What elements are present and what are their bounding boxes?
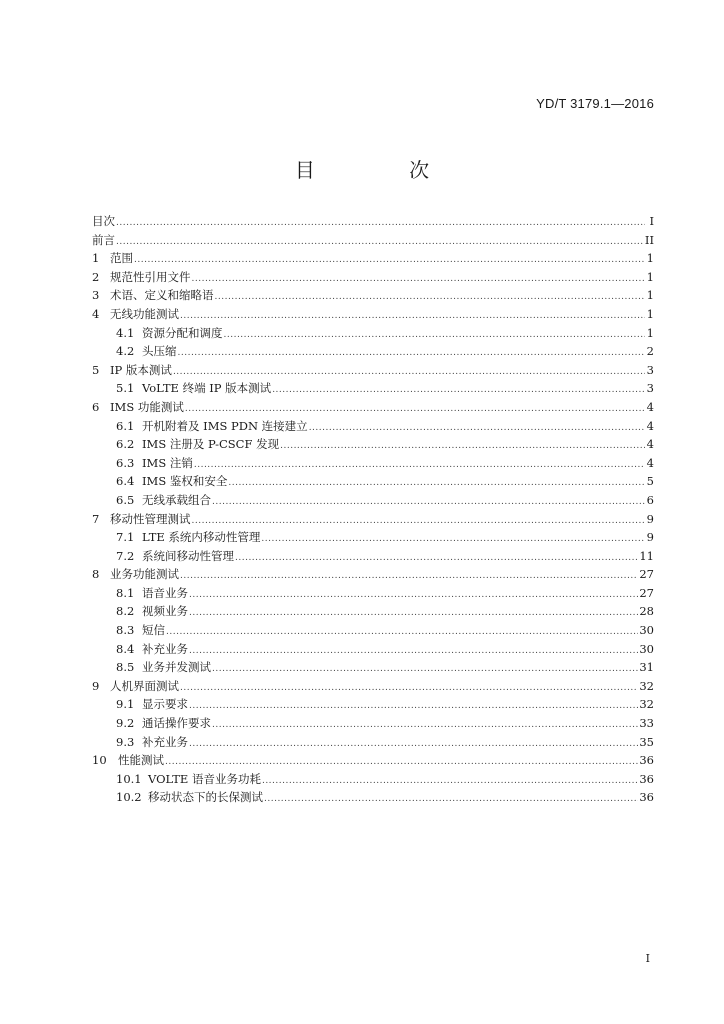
toc-leader-dots (235, 549, 638, 568)
toc-entry-page: 32 (639, 697, 654, 712)
toc-entry[interactable] (92, 621, 654, 640)
toc-entry-number: 4 (92, 306, 100, 321)
toc-entry-page: 36 (639, 753, 654, 768)
toc-entry-page: 4 (646, 399, 654, 414)
toc-entry-page: 1 (646, 325, 654, 340)
toc-entry-title: 业务功能测试 (110, 567, 179, 582)
toc-entry-page: 4 (646, 455, 654, 470)
toc-entry-title: IP 版本测试 (110, 362, 172, 377)
toc-entry-page: 6 (646, 492, 654, 507)
toc-entry-title: 业务并发测试 (142, 660, 211, 675)
toc-entry-title: IMS 注销 (142, 455, 193, 470)
toc-entry-number: 1 (92, 251, 100, 266)
toc-entry-title: 无线承载组合 (142, 492, 211, 507)
toc-entry-page: 4 (646, 418, 654, 433)
toc-entry-title: IMS 鉴权和安全 (142, 474, 228, 489)
toc-entry-number: 7.1 (116, 530, 135, 545)
toc-entry-page: II (644, 232, 654, 247)
toc-entry-page: 1 (646, 269, 654, 284)
toc-entry-title: VoLTE 终端 IP 版本测试 (142, 381, 272, 396)
toc-entry-title: IMS 注册及 P-CSCF 发现 (142, 437, 280, 452)
toc-entry-title: 人机界面测试 (110, 678, 179, 693)
toc-entry[interactable] (92, 472, 654, 491)
toc-entry-title: 移动性管理测试 (110, 511, 191, 526)
toc-leader-dots (134, 251, 645, 270)
toc-entry-page: 3 (646, 381, 654, 396)
toc-entry-page: 1 (646, 251, 654, 266)
toc-entry-number: 9 (92, 678, 100, 693)
toc-entry-title: 补充业务 (142, 734, 188, 749)
toc-entry-page: 3 (646, 362, 654, 377)
toc-entry[interactable] (92, 286, 654, 305)
toc-entry[interactable] (92, 361, 654, 380)
toc-entry[interactable] (92, 231, 654, 250)
toc-entry-title: VOLTE 语音业务功耗 (148, 771, 261, 786)
toc-entry-page: 35 (639, 734, 654, 749)
toc-entry-title: 规范性引用文件 (110, 269, 191, 284)
toc-entry-title: 语音业务 (142, 585, 188, 600)
toc-entry[interactable] (92, 547, 654, 566)
toc-leader-dots (215, 288, 646, 307)
toc-entry-number: 10.2 (116, 790, 142, 805)
toc-entry-title: LTE 系统内移动性管理 (142, 530, 261, 545)
toc-leader-dots (180, 307, 645, 326)
toc-entry[interactable] (92, 249, 654, 268)
toc-entry[interactable] (92, 640, 654, 659)
toc-entry-title: 资源分配和调度 (142, 325, 223, 340)
toc-entry-number: 8.1 (116, 585, 135, 600)
toc-entry[interactable] (92, 733, 654, 752)
toc-entry-title: 目次 (92, 214, 115, 228)
toc-entry-number: 9.1 (116, 697, 135, 712)
toc-entry-page: 1 (646, 288, 654, 303)
toc-entry[interactable] (92, 788, 654, 807)
toc-entry[interactable] (92, 417, 654, 436)
toc-entry-title: 显示要求 (142, 697, 188, 712)
page-title: 目 次 (294, 158, 474, 182)
toc-entry-title: 性能测试 (118, 753, 164, 768)
toc-entry-title: 开机附着及 IMS PDN 连接建立 (142, 418, 308, 433)
toc-entry-number: 5 (92, 362, 100, 377)
toc-entry-number: 6.2 (116, 437, 135, 452)
toc-entry-page: 36 (639, 771, 654, 786)
toc-leader-dots (194, 456, 645, 475)
toc-leader-dots (189, 604, 638, 623)
toc-entry[interactable] (92, 379, 654, 398)
toc-entry-page: I (649, 214, 654, 228)
toc-entry-number: 9.2 (116, 716, 135, 731)
toc-entry-number: 6 (92, 399, 100, 414)
toc-entry[interactable] (92, 695, 654, 714)
toc-entry-title: 系统间移动性管理 (142, 548, 234, 563)
toc-leader-dots (212, 493, 645, 512)
toc-leader-dots (189, 735, 638, 754)
toc-leader-dots (116, 214, 645, 233)
toc-entry[interactable] (92, 714, 654, 733)
toc-entry-page: 36 (639, 790, 654, 805)
toc-leader-dots (178, 344, 646, 363)
toc-leader-dots (212, 660, 638, 679)
toc-entry-page: 9 (646, 530, 654, 545)
toc-leader-dots (189, 642, 638, 661)
toc-entry-number: 8.5 (116, 660, 135, 675)
toc-entry-number: 2 (92, 269, 100, 284)
toc-entry-title: 术语、定义和缩略语 (110, 288, 214, 303)
toc-entry-title: 前言 (92, 232, 115, 247)
toc-entry-number: 6.3 (116, 455, 135, 470)
toc-entry[interactable] (92, 398, 654, 417)
toc-entry-title: 移动状态下的长保测试 (148, 790, 263, 805)
toc-entry-number: 8.3 (116, 623, 135, 638)
toc-entry[interactable] (92, 305, 654, 324)
toc-leader-dots (192, 270, 646, 289)
table-of-contents (92, 212, 654, 807)
toc-entry[interactable] (92, 770, 654, 789)
toc-entry-title: 补充业务 (142, 641, 188, 656)
toc-entry-title: 头压缩 (142, 344, 177, 359)
toc-entry-page: 28 (639, 604, 654, 619)
toc-entry-number: 4.2 (116, 344, 135, 359)
toc-entry-title: 无线功能测试 (110, 306, 179, 321)
toc-entry[interactable] (92, 528, 654, 547)
toc-entry-page: 9 (646, 511, 654, 526)
toc-entry[interactable] (92, 584, 654, 603)
toc-entry-page: 31 (639, 660, 654, 675)
toc-entry-number: 8 (92, 567, 100, 582)
toc-leader-dots (280, 437, 645, 456)
toc-entry-page: 27 (639, 567, 654, 582)
toc-leader-dots (116, 233, 644, 252)
toc-entry-number: 7 (92, 511, 100, 526)
toc-entry-number: 10 (92, 753, 107, 768)
toc-entry-number: 10.1 (116, 771, 142, 786)
toc-leader-dots (309, 419, 645, 438)
toc-entry[interactable] (92, 491, 654, 510)
toc-entry[interactable] (92, 565, 654, 584)
toc-entry-page: 33 (639, 716, 654, 731)
toc-entry-page: 5 (646, 474, 654, 489)
document-code: YD/T 3179.1—2016 (536, 96, 654, 111)
toc-entry-number: 9.3 (116, 734, 135, 749)
toc-entry-page: 30 (639, 623, 654, 638)
toc-entry[interactable] (92, 510, 654, 529)
toc-leader-dots (262, 772, 638, 791)
toc-entry[interactable] (92, 454, 654, 473)
toc-leader-dots (272, 381, 645, 400)
toc-entry[interactable] (92, 435, 654, 454)
toc-entry-number: 6.5 (116, 492, 135, 507)
toc-leader-dots (228, 474, 645, 493)
toc-entry-number: 7.2 (116, 548, 135, 563)
toc-leader-dots (212, 716, 638, 735)
toc-leader-dots (189, 586, 638, 605)
toc-entry-page: 30 (639, 641, 654, 656)
toc-leader-dots (224, 326, 646, 345)
toc-entry-title: 通话操作要求 (142, 716, 211, 731)
toc-entry-page: 4 (646, 437, 654, 452)
toc-entry-number: 3 (92, 288, 100, 303)
toc-entry-number: 8.4 (116, 641, 135, 656)
toc-entry[interactable] (92, 268, 654, 287)
page-number: I (645, 952, 650, 965)
toc-entry[interactable] (92, 324, 654, 343)
toc-leader-dots (261, 530, 645, 549)
toc-entry-page: 32 (639, 678, 654, 693)
toc-leader-dots (166, 623, 638, 642)
toc-entry-number: 4.1 (116, 325, 135, 340)
toc-entry-title: 范围 (110, 251, 133, 266)
toc-entry-number: 6.4 (116, 474, 135, 489)
toc-entry-title: 视频业务 (142, 604, 188, 619)
toc-entry[interactable] (92, 677, 654, 696)
toc-entry-number: 8.2 (116, 604, 135, 619)
toc-entry-title: 短信 (142, 623, 165, 638)
toc-leader-dots (180, 679, 638, 698)
toc-entry-title: IMS 功能测试 (110, 399, 184, 414)
toc-entry[interactable] (92, 658, 654, 677)
toc-entry-page: 27 (639, 585, 654, 600)
toc-entry-number: 5.1 (116, 381, 135, 396)
toc-entry[interactable] (92, 602, 654, 621)
toc-entry[interactable] (92, 751, 654, 770)
toc-entry-page: 1 (646, 306, 654, 321)
toc-leader-dots (180, 567, 638, 586)
toc-entry-number: 6.1 (116, 418, 135, 433)
toc-leader-dots (189, 697, 638, 716)
toc-entry-page: 11 (639, 548, 654, 563)
toc-entry[interactable] (92, 342, 654, 361)
toc-leader-dots (264, 790, 638, 809)
toc-entry-page: 2 (646, 344, 654, 359)
toc-entry[interactable] (92, 212, 654, 231)
